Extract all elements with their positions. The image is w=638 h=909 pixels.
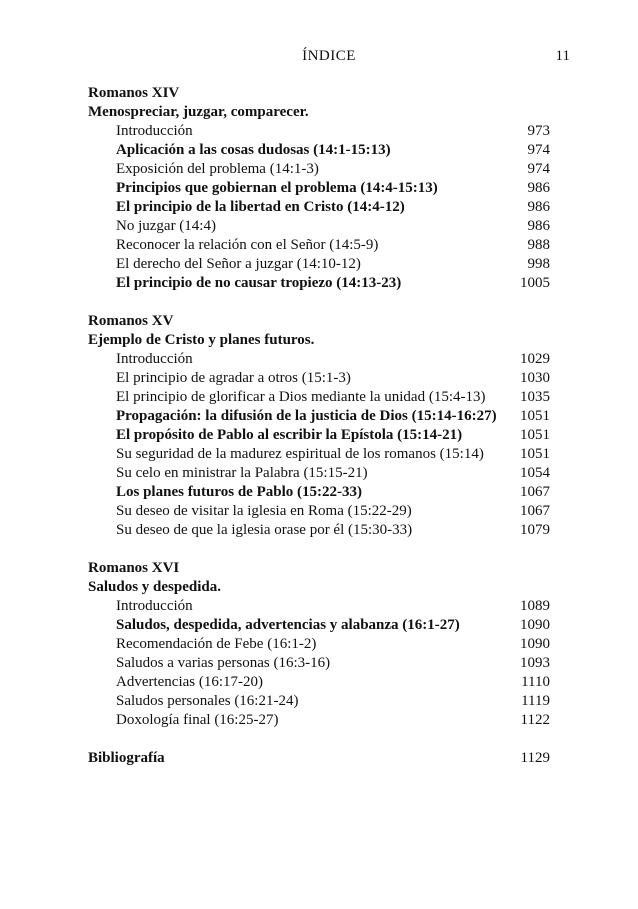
- toc-entry-page: 973: [527, 123, 550, 139]
- toc-entry-label: Recomendación de Febe (16:1-2): [116, 636, 317, 652]
- bibliography-page: 1129: [520, 750, 550, 766]
- toc-entry[interactable]: [88, 217, 550, 236]
- toc-entry-label: Advertencias (16:17-20): [116, 674, 264, 690]
- toc-entry-page: 986: [527, 218, 550, 234]
- toc-entry-page: 1051: [520, 446, 550, 462]
- toc-entry-label: Principios que gobiernan el problema (14:4-15:13): [116, 180, 438, 196]
- toc-entry-page: 1110: [521, 674, 550, 690]
- toc-entry[interactable]: [88, 711, 550, 730]
- toc-entry-label: Doxología final (16:25-27): [116, 712, 279, 728]
- running-title: ÍNDICE: [302, 48, 356, 64]
- toc-entry-page: 1122: [520, 712, 550, 728]
- toc-entry[interactable]: [88, 407, 550, 426]
- toc-entry-label: Saludos a varias personas (16:3-16): [116, 655, 331, 671]
- chapter-subtitle: Menospreciar, juzgar, comparecer.: [88, 104, 309, 120]
- toc-entry-page: 1067: [520, 484, 550, 500]
- toc-entry[interactable]: [88, 350, 550, 369]
- toc-entry[interactable]: [88, 445, 550, 464]
- toc-entry-page: 1119: [521, 693, 550, 709]
- toc-entry-page: 986: [527, 199, 550, 215]
- toc-entry[interactable]: [88, 198, 550, 217]
- toc-entry-label: Su deseo de que la iglesia orase por él (15:30-33): [116, 522, 413, 538]
- toc-entry[interactable]: [88, 673, 550, 692]
- toc-entry[interactable]: [88, 160, 550, 179]
- toc-entry-label: El principio de agradar a otros (15:1-3): [116, 370, 351, 386]
- toc-entry-label: Saludos, despedida, advertencias y alabanza (16:1-27): [116, 617, 460, 633]
- toc-entry-page: 1079: [520, 522, 550, 538]
- toc-entry[interactable]: [88, 122, 550, 141]
- toc-entry-label: Introducción: [116, 598, 193, 614]
- toc-entry[interactable]: [88, 141, 550, 160]
- toc-entry-label: Exposición del problema (14:1-3): [116, 161, 319, 177]
- chapter-subtitle: Saludos y despedida.: [88, 579, 221, 595]
- toc-entry[interactable]: [88, 597, 550, 616]
- toc-entry-page: 974: [527, 142, 550, 158]
- toc-entry-label: Propagación: la difusión de la justicia de Dios (15:14-16:27): [116, 408, 497, 424]
- toc-entry[interactable]: [88, 521, 550, 540]
- toc-section: [88, 312, 550, 540]
- toc-entry[interactable]: [88, 179, 550, 198]
- toc-entry-page: 1067: [520, 503, 550, 519]
- toc-entry-page: 998: [527, 256, 550, 272]
- toc-entry[interactable]: [88, 616, 550, 635]
- toc-entry-label: Su celo en ministrar la Palabra (15:15-21): [116, 465, 368, 481]
- toc-entry-label: Aplicación a las cosas dudosas (14:1-15:13): [116, 142, 391, 158]
- toc-entry-page: 1093: [520, 655, 550, 671]
- toc-entry[interactable]: [88, 654, 550, 673]
- toc-entry-page: 1090: [520, 636, 550, 652]
- toc-entry[interactable]: [88, 236, 550, 255]
- toc-entry-label: Su deseo de visitar la iglesia en Roma (15:22-29): [116, 503, 412, 519]
- toc-entry-page: 1051: [520, 427, 550, 443]
- toc-entry-label: Introducción: [116, 123, 193, 139]
- toc-entry[interactable]: [88, 483, 550, 502]
- toc-section: [88, 559, 550, 730]
- toc-entry-page: 1051: [520, 408, 550, 424]
- chapter-heading: Romanos XVI: [88, 560, 180, 576]
- toc-entry-label: Saludos personales (16:21-24): [116, 693, 299, 709]
- toc-entry[interactable]: [88, 692, 550, 711]
- toc-entry-label: Los planes futuros de Pablo (15:22-33): [116, 484, 362, 500]
- toc-entry-label: El principio de la libertad en Cristo (14:4-12): [116, 199, 405, 215]
- toc-entry-label: No juzgar (14:4): [116, 218, 216, 234]
- chapter-heading: Romanos XV: [88, 313, 174, 329]
- toc-entry[interactable]: [88, 255, 550, 274]
- bibliography-entry[interactable]: [88, 749, 550, 768]
- page-header: [88, 48, 570, 70]
- toc-entry-label: Su seguridad de la madurez espiritual de los romanos (15:14): [116, 446, 484, 462]
- page-number: 11: [555, 48, 570, 64]
- toc-entry-label: El principio de no causar tropiezo (14:13-23): [116, 275, 402, 291]
- toc-entry[interactable]: [88, 274, 550, 293]
- chapter-subtitle: Ejemplo de Cristo y planes futuros.: [88, 332, 315, 348]
- toc-entry-page: 1035: [520, 389, 550, 405]
- toc-entry-page: 1005: [520, 275, 550, 291]
- toc-entry-page: 1089: [520, 598, 550, 614]
- toc-entry[interactable]: [88, 369, 550, 388]
- toc-entry-page: 986: [527, 180, 550, 196]
- toc-entry-label: El propósito de Pablo al escribir la Epístola (15:14-21): [116, 427, 463, 443]
- chapter-heading: Romanos XIV: [88, 85, 180, 101]
- toc-entry-label: Introducción: [116, 351, 193, 367]
- toc-entry[interactable]: [88, 635, 550, 654]
- toc-entry-page: 1090: [520, 617, 550, 633]
- toc-entry[interactable]: [88, 464, 550, 483]
- toc-entry[interactable]: [88, 426, 550, 445]
- toc-entry-page: 1030: [520, 370, 550, 386]
- bibliography-section: [88, 749, 550, 768]
- toc-entry-label: Reconocer la relación con el Señor (14:5-9): [116, 237, 379, 253]
- toc-entry-page: 988: [527, 237, 550, 253]
- bibliography-label: Bibliografía: [88, 750, 165, 766]
- toc-entry-page: 974: [527, 161, 550, 177]
- toc-entry-page: 1054: [520, 465, 550, 481]
- toc-entry-page: 1029: [520, 351, 550, 367]
- toc-entry[interactable]: [88, 502, 550, 521]
- toc-section: [88, 84, 550, 293]
- table-of-contents: [88, 84, 550, 768]
- toc-entry-label: El principio de glorificar a Dios mediante la unidad (15:4-13): [116, 389, 486, 405]
- toc-entry-label: El derecho del Señor a juzgar (14:10-12): [116, 256, 361, 272]
- toc-entry[interactable]: [88, 388, 550, 407]
